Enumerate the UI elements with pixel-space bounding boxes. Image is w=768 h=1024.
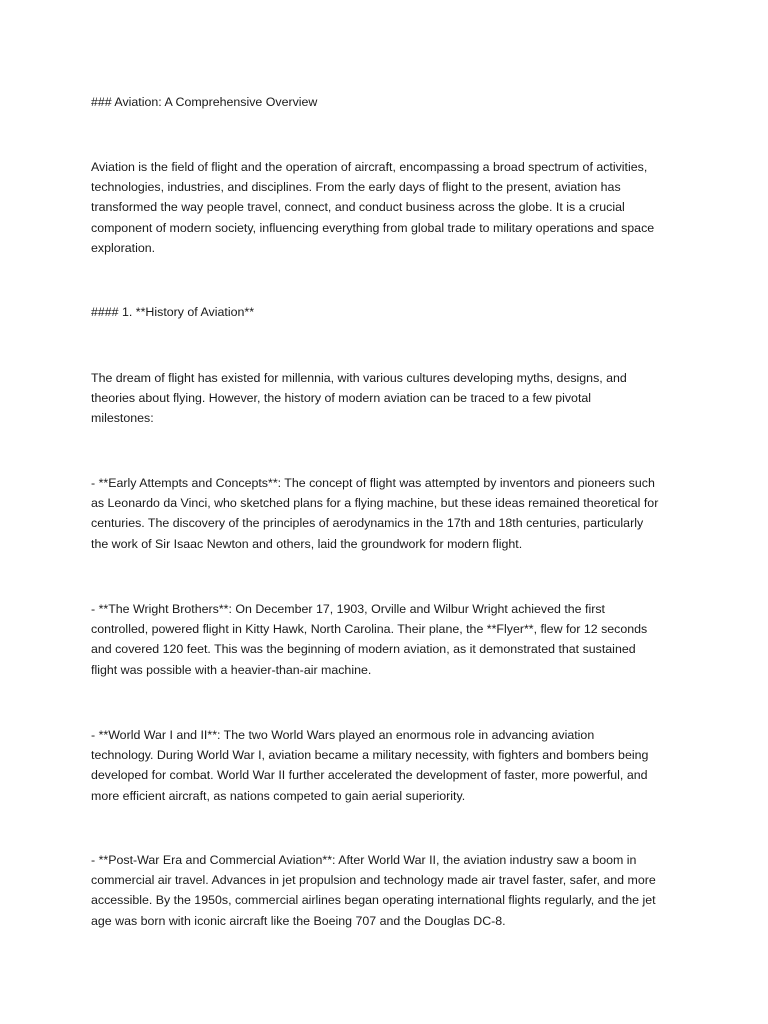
history-intro-paragraph: The dream of flight has existed for millennia, with various cultures developing myths, designs, and theories about flying. However, the history of modern aviation can be traced to a few pivotal milestones: [91,371,627,426]
bullet-world-wars: - **World War I and II**: The two World Wars played an enormous role in advancing aviation technology. During World War I, aviation became a military necessity, with fighters and bombers being developed for combat. World War II further accelerated the development of faster, more powerful, and more efficient aircraft, as nations competed to gain aerial superiority. [91,728,649,803]
bullet-wright-brothers: - **The Wright Brothers**: On December 17, 1903, Orville and Wilbur Wright achieved the first controlled, powered flight in Kitty Hawk, North Carolina. Their plane, the **Flyer**, flew for 12 seconds and covered 120 feet. This was the beginning of modern aviation, as it demonstrated that sustained flight was possible with a heavier-than-air machine. [91,602,648,677]
bullet-post-war: - **Post-War Era and Commercial Aviation**: After World War II, the aviation industry saw a boom in commercial air travel. Advances in jet propulsion and technology made air travel faster, safer, and more accessible. By the 1950s, commercial airlines began operating international flights regularly, and the jet age was born with iconic aircraft like the Boeing 707 and the Douglas DC-8. [91,853,656,928]
intro-paragraph: Aviation is the field of flight and the operation of aircraft, encompassing a broad spectrum of activities, technologies, industries, and disciplines. From the early days of flight to the present, aviation has transformed the way people travel, connect, and conduct business across the globe. It is a crucial component of modern society, influencing everything from global trade to military operations and space exploration. [91,160,655,255]
section-heading-history: #### 1. **History of Aviation** [91,305,255,319]
bullet-early-attempts: - **Early Attempts and Concepts**: The concept of flight was attempted by inventors and pioneers such as Leonardo da Vinci, who sketched plans for a flying machine, but these ideas remained theoretical for centuries. The discovery of the principles of aerodynamics in the 17th and 18th centuries, particularly the work of Sir Isaac Newton and others, laid the groundwork for modern flight. [91,476,659,551]
document-title: ### Aviation: A Comprehensive Overview [91,95,318,109]
